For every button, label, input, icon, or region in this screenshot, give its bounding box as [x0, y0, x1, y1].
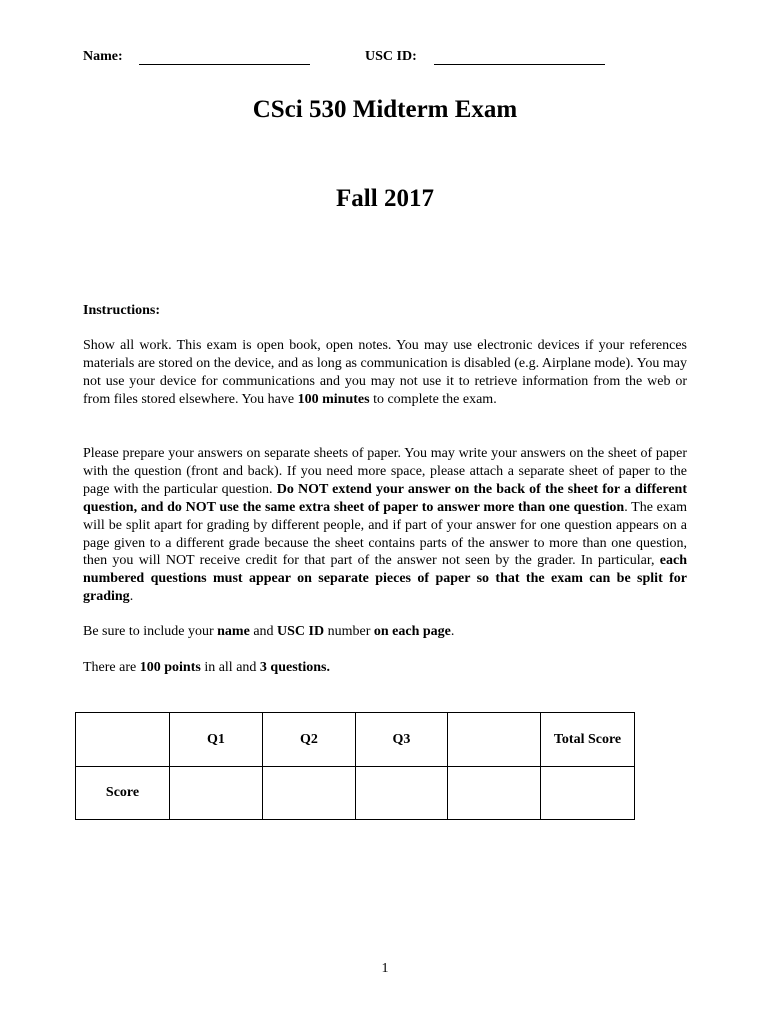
p3-text-3: number — [324, 624, 374, 639]
header-cell-blank — [76, 713, 170, 767]
instructions-heading: Instructions: — [83, 303, 161, 318]
p4-bold-2: 3 questions. — [259, 660, 330, 675]
p3-bold-3: on each page — [373, 624, 451, 639]
page-number: 1 — [381, 961, 389, 976]
score-cell-q2 — [263, 767, 356, 820]
p4-text-2: in all and — [200, 660, 260, 675]
score-table-header-row — [76, 713, 635, 767]
p3-bold-1: name — [217, 624, 250, 639]
score-table-score-row — [76, 767, 635, 820]
instructions-paragraph-4 — [83, 659, 687, 677]
header-cell-q2: Q2 — [263, 713, 356, 767]
p3-text-2: and — [249, 624, 278, 639]
p1-text-2: to complete the exam. — [369, 391, 497, 407]
p3-text-1: Be sure to include your — [83, 624, 218, 639]
p4-text-1: There are — [83, 660, 140, 675]
p2-text-2: . The exam will be split apart for grading by different people, and if part of your answer for one question appears on a page given to a different grade because the sheet contains parts of the answer to more than one question, then you will NOT receive credit for that part of the answer not seen by the grader. In particular, — [83, 499, 687, 569]
score-row-label: Score — [76, 767, 170, 820]
instructions-paragraph-1 — [83, 337, 687, 409]
p3-text-4: . — [450, 624, 455, 639]
p4-bold-1: 100 points — [139, 660, 201, 675]
score-cell-q1 — [170, 767, 263, 820]
score-cell-total — [541, 767, 635, 820]
name-label: Name: — [83, 49, 123, 64]
score-cell-q3 — [356, 767, 448, 820]
header-cell-q1: Q1 — [170, 713, 263, 767]
score-table — [75, 712, 635, 820]
instructions-paragraph-2 — [83, 445, 687, 606]
p2-text-1: Please prepare your answers on separate sheets of paper. You may write your answers on the sheet of paper with the question (front and back). If you need more space, please attach a separate sheet of paper to the page with the particular question. — [83, 446, 687, 497]
header-cell-q3: Q3 — [356, 713, 448, 767]
p1-bold-1: 100 minutes — [297, 391, 370, 407]
p3-bold-2: USC ID — [277, 624, 325, 639]
exam-title: CSci 530 Midterm Exam — [252, 96, 518, 123]
p1-text-1: Show all work. This exam is open book, open notes. You may use electronic devices if your references materials are stored on the device, and as long as communication is disabled (e.g. Airplane mode). You may not use your device for communications and you may not use it to retrieve information from the web or from files stored elsewhere. You have — [83, 338, 687, 407]
p2-text-3: . — [129, 589, 134, 605]
instructions-paragraph-3 — [83, 623, 687, 641]
score-cell-empty — [448, 767, 541, 820]
usc-id-label: USC ID: — [365, 49, 417, 64]
p2-bold-1: Do NOT extend your answer on the back of the sheet for a different question, and do NOT use the same extra sheet of paper to answer more than one question — [83, 481, 687, 515]
header-cell-total-score: Total Score — [541, 713, 635, 767]
p2-bold-2: each numbered questions must appear on separate pieces of paper so that the exam can be split for grading — [83, 553, 687, 605]
header-cell-empty — [448, 713, 541, 767]
name-blank-line — [139, 64, 310, 65]
usc-id-blank-line — [434, 64, 605, 65]
exam-term: Fall 2017 — [336, 185, 434, 212]
